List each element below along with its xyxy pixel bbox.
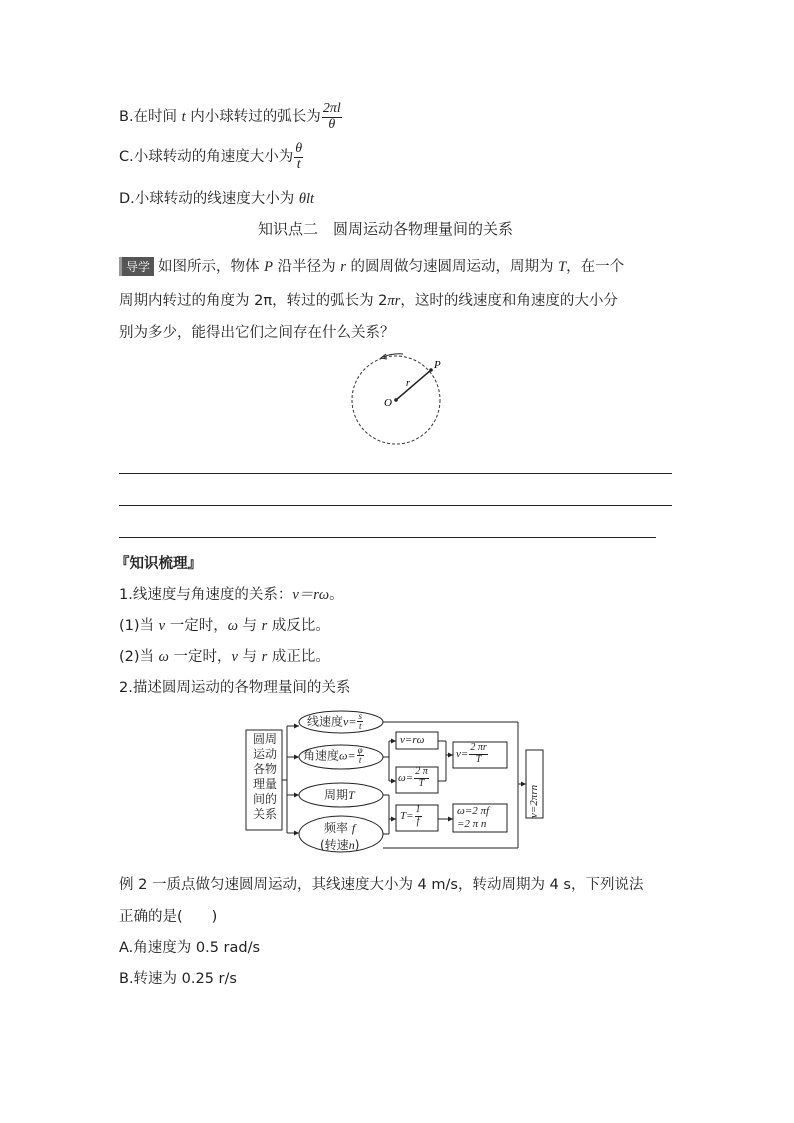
guide-line-3: 别为多少，能得出它们之间存在什么关系？ <box>119 325 395 341</box>
answer-line-2 <box>119 505 672 506</box>
option-c: C.小球转动的角速度大小为 $\frac{\theta}{t}$ <box>119 141 303 172</box>
arc-length-fraction: $\frac{2\pi l}{\theta}$ <box>322 101 341 132</box>
label-p: P <box>434 359 441 371</box>
knowledge-item-1-1: (1)当 v 一定时，ω 与 r 成反比。 <box>119 618 330 634</box>
label-r: r <box>406 378 410 389</box>
linear-velocity-text: 线速度v= $\frac{s}{t}$ <box>307 711 362 732</box>
answer-line-1 <box>119 473 672 474</box>
example-option-b: B.转速为 0.25 r/s <box>119 971 237 987</box>
rotation-speed-text: (转速n) <box>320 838 360 852</box>
example-line-1: 例 2 一质点做匀速圆周运动，其线速度大小为 4 m/s，转动周期为 4 s，下列说法 <box>119 877 644 893</box>
guide-line-2: 周期内转过的角度为 2π，转过的弧长为 2πr，这时的线速度和角速度的大小分 <box>119 293 618 309</box>
omega-frequency-text: ω=2 πf =2 π n <box>457 805 490 830</box>
v-rw-text: v=rω <box>400 734 425 746</box>
knowledge-item-2: 2.描述圆周运动的各物理量间的关系 <box>119 680 351 696</box>
knowledge-heading: 『知识梳理』 <box>115 556 202 572</box>
knowledge-item-1: 1.线速度与角速度的关系：v＝rω。 <box>119 587 344 603</box>
label-o: O <box>384 397 392 409</box>
section-title: 知识点二 圆周运动各物理量间的关系 <box>258 220 514 238</box>
circle-motion-figure <box>345 348 445 448</box>
v-period-text: v= $\frac{2 \pi r}{T}$ <box>456 742 487 765</box>
option-d: D.小球转动的线速度大小为 θlt <box>119 191 315 207</box>
radius-line <box>396 370 431 400</box>
left-box-text: 圆周 运动 各物 理量 间的 关系 <box>252 732 277 821</box>
omega-period-text: ω= $\frac{2 \pi}{T}$ <box>398 766 428 789</box>
example-option-a: A.角速度为 0.5 rad/s <box>119 940 261 956</box>
guide-line-1: 导学 如图所示，物体 P 沿半径为 r 的圆周做匀速圆周运动，周期为 T，在一个 <box>119 255 624 276</box>
angular-velocity-fraction: $\frac{\theta}{t}$ <box>295 141 303 172</box>
v-rn-text: v=2πrn <box>528 784 540 818</box>
guide-tag: 导学 <box>119 257 154 276</box>
center-dot <box>394 398 398 402</box>
option-b: B.在时间 t 内小球转过的弧长为 $\frac{2\pi l}{\theta}$ <box>119 101 341 132</box>
frequency-text: 频率 f <box>324 821 356 835</box>
answer-line-3 <box>119 537 656 538</box>
angular-velocity-text: 角速度ω= $\frac{\varphi}{t}$ <box>303 745 363 766</box>
example-line-2: 正确的是( ) <box>119 909 218 925</box>
period-text: 周期T <box>324 788 355 802</box>
point-p-dot <box>429 368 433 372</box>
period-frequency-text: T= $\frac{1}{f}$ <box>400 804 421 827</box>
knowledge-item-1-2: (2)当 ω 一定时，v 与 r 成正比。 <box>119 649 330 665</box>
